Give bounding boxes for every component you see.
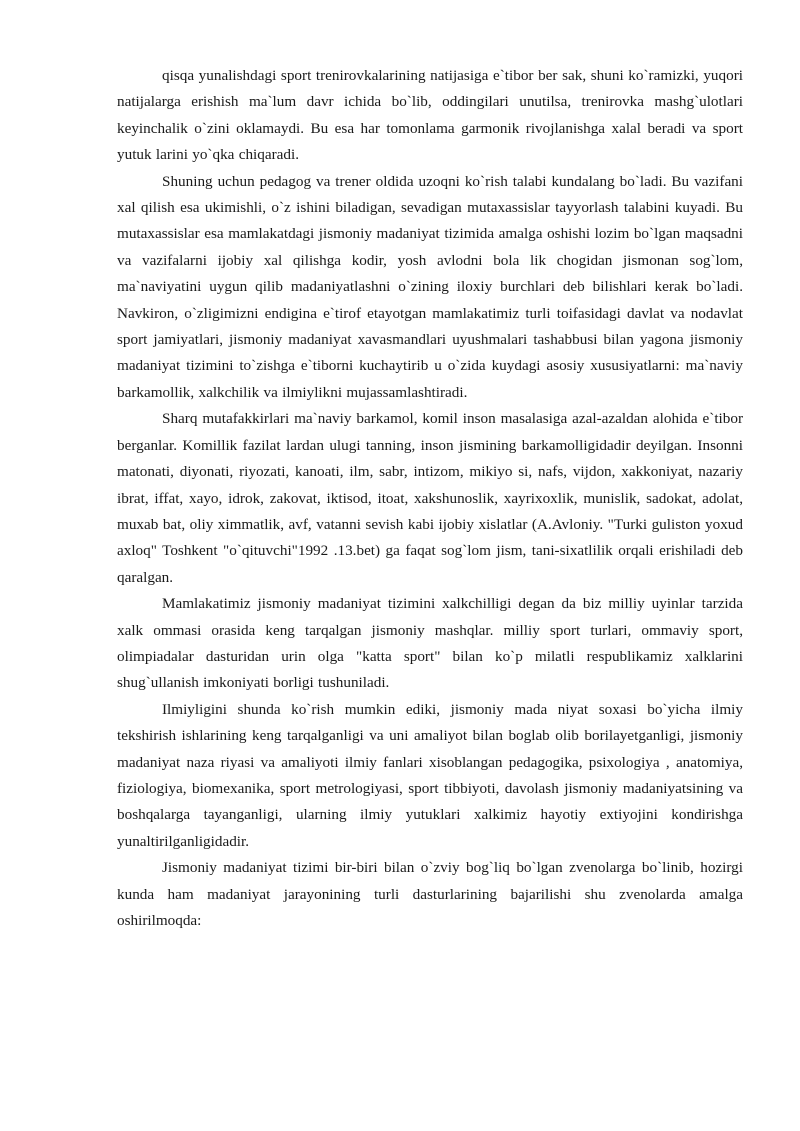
paragraph-4: Mamlakatimiz jismoniy madaniyat tizimini xalkchilligi degan da biz milliy uyinlar tarzida xalk ommasi orasida keng tarqalgan jismoniy mashqlar. milliy sport turlari, ommaviy sport, olimpiadalar dasturidan urin olga "katta sport" bilan ko`p milatli respublikamiz xalklarini shug`ullanish imkoniyati borligi tushuniladi.: [117, 595, 743, 692]
document-page: [117, 63, 743, 934]
paragraph-5: Ilmiyligini shunda ko`rish mumkin ediki, jismoniy mada niyat soxasi bo`yicha ilmiy tekshirish ishlarining keng tarqalganligi va uni amaliyot bilan boglab olib borilayetganligi, jismoniy madaniyat naza riyasi va amaliyoti ilmiy fanlari xisoblangan pedagogika, psixologiya , anatomiya, fiziologiya, biomexanika, sport metrologiyasi, sport tibbiyoti, davolash jismoniy madaniyatsining va boshqalarga tayanganligi, ularning ilmiy yutuklari xalkimiz hayotiy extiyojini kondirishga yunaltirilganligidadir.: [117, 700, 743, 850]
paragraph-1: qisqa yunalishdagi sport trenirovkalarining natijasiga e`tibor ber sak, shuni ko`ramizki, yuqori natijalarga erishish ma`lum davr ichida bo`lib, oddingilari unutilsa, trenirovka mashg`ulotlari keyinchalik o`zini oklamaydi. Bu esa har tomonlama garmonik rivojlanishga xalal beradi va sport yutuk larini yo`qka chiqaradi.: [117, 67, 743, 164]
paragraph-3: Sharq mutafakkirlari ma`naviy barkamol, komil inson masalasiga azal-azaldan alohida e`tibor berganlar. Komillik fazilat lardan ulugi tanning, inson jismining barkamolligidadir deyilgan. Insonni matonati, diyonati, riyozati, kanoati, ilm, sabr, intizom, mikiyo si, nafs, vijdon, xakkoniyat, nazariy ibrat, iffat, xayo, idrok, zakovat, iktisod, itoat, xakshunoslik, xayrixoxlik, munislik, sadokat, adolat, muxab bat, oliy ximmatlik, avf, vatanni sevish kabi ijobiy xislatlar (A.Avloniy. "Turki guliston yoxud axloq" Toshkent "o`qituvchi"1992 .13.bet) ga faqat sog`lom jism, tani-sixatlilik orqali erishiladi deb qaralgan.: [117, 410, 743, 586]
paragraph-2: Shuning uchun pedagog va trener oldida uzoqni ko`rish talabi kundalang bo`ladi. Bu vazifani xal qilish esa ukimishli, o`z ishini biladigan, sevadigan mutaxassislar tayyorlash talabini kuyadi. Bu mutaxassislar esa mamlakatdagi jismoniy madaniyat tizimida amalga oshishi lozim bo`lgan maqsadni va vazifalarni ijobiy xal qilishga kodir, yosh avlodni bola lik chogidan jismonan sog`lom, ma`naviyatini uygun qilib madaniyatlashni o`zining iloxiy burchlari deb bilishlari kerak bo`ladi. Navkiron, o`zligimizni endigina e`tirof etayotgan mamlakatimiz turli toifasidagi davlat va nodavlat sport jamiyatlari, jismoniy madaniyat xavasmandlari uyushmalari tashabbusi bilan yagona jismoniy madaniyat tizimini to`zishga e`tiborni kuchaytirib u o`zida kuydagi asosiy xususiyatlarni: ma`naviy barkamollik, xalkchilik va ilmiylikni mujassamlashtiradi.: [117, 172, 743, 401]
paragraph-6: Jismoniy madaniyat tizimi bir-biri bilan o`zviy bog`liq bo`lgan zvenolarga bo`linib, hozirgi kunda ham madaniyat jarayonining turli dasturlarining bajarilishi shu zvenolarda amalga oshirilmoqda:: [117, 859, 743, 929]
